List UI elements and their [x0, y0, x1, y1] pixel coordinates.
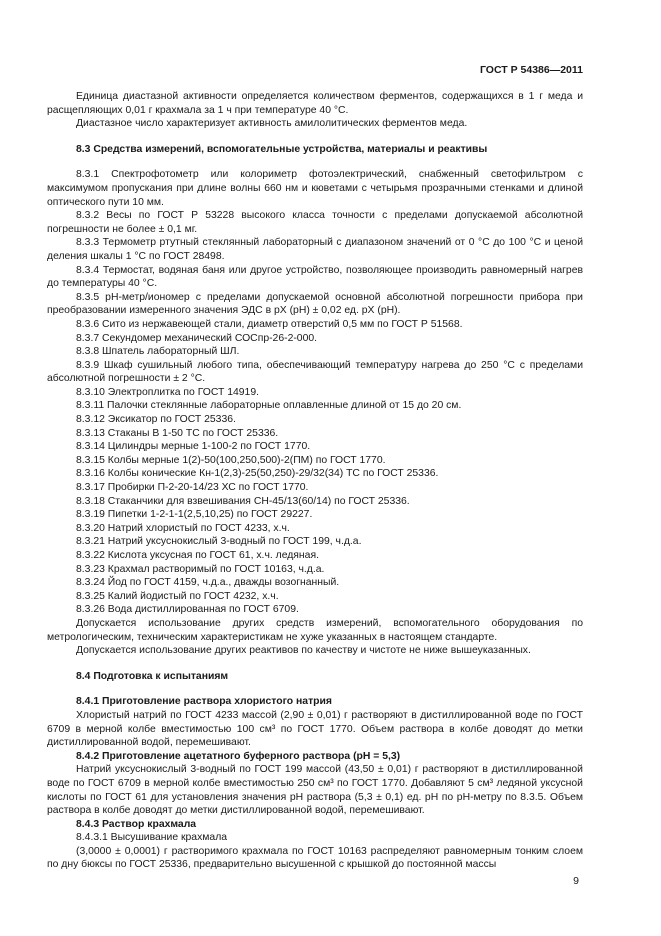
list-item: 8.3.21 Натрий уксуснокислый 3-водный по ГОСТ 199, ч.д.а. — [76, 536, 362, 548]
list-item: 8.3.24 Йод по ГОСТ 4159, ч.д.а., дважды возогнанный. — [76, 577, 340, 589]
list-item: 8.3.12 Эксикатор по ГОСТ 25336. — [76, 414, 236, 426]
section-8-4-title: 8.4 Подготовка к испытаниям — [76, 670, 229, 682]
page-body — [47, 90, 583, 872]
list-item: 8.3.11 Палочки стеклянные лабораторные оплавленные длиной от 15 до 20 см. — [76, 400, 462, 412]
list-item: 8.3.5 рН-метр/иономер с пределами допускаемой основной абсолютной погрешности прибора при преобразовании измеренного значения ЭДС в рХ (рН) ± 0,02 ед. рХ (рН). — [47, 291, 583, 317]
section-8-4-1-text: Хлористый натрий по ГОСТ 4233 массой (2,90 ± 0,01) г растворяют в дистиллированной воде по ГОСТ 6709 в мерной колбе вместимостью 100 см³ по ГОСТ 1770. Объем раствора в колбе доводят до метки дистиллированной водой, перемешивают. — [47, 709, 583, 749]
list-item: 8.3.22 Кислота уксусная по ГОСТ 61, х.ч. ледяная. — [76, 550, 319, 561]
list-item: 8.3.16 Колбы конические Кн-1(2,3)-25(50,250)-29/32(34) ТС по ГОСТ 25336. — [76, 468, 439, 480]
document-header: ГОСТ Р 54386—2011 — [479, 64, 583, 76]
list-item: 8.3.17 Пробирки П-2-20-14/23 ХС по ГОСТ 1770. — [76, 482, 309, 494]
list-item: 8.3.3 Термометр ртутный стеклянный лабораторный с диапазоном значений от 0 °С до 100 °С и ценой деления шкалы 1 °С по ГОСТ 28498. — [47, 237, 583, 262]
section-8-4-2-title: 8.4.2 Приготовление ацетатного буферного раствора (рН = 5,3) — [76, 750, 401, 762]
list-item: 8.3.25 Калий йодистый по ГОСТ 4232, х.ч. — [76, 590, 279, 602]
list-item: 8.3.6 Сито из нержавеющей стали, диаметр отверстий 0,5 мм по ГОСТ Р 51568. — [76, 318, 463, 330]
list-item: 8.3.4 Термостат, водяная баня или другое устройство, позволяющее производить равномерный нагрев до температуры 40 °С. — [47, 264, 583, 290]
list-item: 8.3.1 Спектрофотометр или колориметр фотоэлектрический, снабженный светофильтром с максимумом пропускания при длине волны 660 нм и кюветами с четырьмя прозрачными стенками и длиной оптического пути 10 мм. — [47, 169, 583, 208]
section-8-4-3-title: 8.4.3 Раствор крахмала — [76, 818, 197, 830]
intro-paragraph-1: Единица диастазной активности определяется количеством ферментов, содержащихся в 1 г меда и расщепляющих 0,01 г крахмала за 1 ч при температуре 40 °С. — [47, 91, 583, 116]
list-item: 8.3.9 Шкаф сушильный любого типа, обеспечивающий температуру нагрева до 250 °С с пределами абсолютной погрешности ± 2 °С. — [47, 359, 583, 385]
section-8-4-1-title: 8.4.1 Приготовление раствора хлористого натрия — [76, 696, 332, 708]
section-8-4-3-1-title: 8.4.3.1 Высушивание крахмала — [76, 832, 228, 844]
note-paragraph: Допускается использование других реактивов по качеству и чистоте не ниже вышеуказанных. — [76, 645, 531, 657]
list-item: 8.3.20 Натрий хлористый по ГОСТ 4233, х.ч. — [76, 522, 290, 534]
list-item: 8.3.15 Колбы мерные 1(2)-50(100,250,500)-2(ПМ) по ГОСТ 1770. — [76, 454, 386, 466]
note-paragraph: Допускается использование других средств измерений, вспомогательного оборудования по метрологическим, техническим характеристикам не хуже указанных в настоящем стандарте. — [47, 617, 583, 643]
section-8-4-2-text: Натрий уксуснокислый 3-водный по ГОСТ 199 массой (43,50 ± 0,01) г растворяют в дистиллированной воде по ГОСТ 6709 в мерной колбе вместимостью 250 см³ по ГОСТ 1770. Добавляют 5 см³ ледяной уксусной кислоты по ГОСТ 61 для установления значения рН раствора (5,3 ± 0,1) ед. рН по рН-метру по 8.3.5. Объем раствора в колбе доводят до метки дистиллированной водой, перемешивают. — [47, 764, 583, 817]
section-8-4-3-1-text: (3,0000 ± 0,0001) г растворимого крахмала по ГОСТ 10163 распределяют равномерным тонким слоем по дну бюксы по ГОСТ 25336, предварительно высушенной с крышкой до постоянной массы — [47, 845, 583, 871]
list-item: 8.3.23 Крахмал растворимый по ГОСТ 10163, ч.д.а. — [76, 563, 325, 575]
section-8-3-title: 8.3 Средства измерений, вспомогательные устройства, материалы и реактивы — [76, 143, 488, 155]
list-item: 8.3.13 Стаканы В 1-50 ТС по ГОСТ 25336. — [76, 427, 279, 439]
list-item: 8.3.19 Пипетки 1-2-1-1(2,5,10,25) по ГОСТ 29227. — [76, 509, 313, 521]
list-item: 8.3.2 Весы по ГОСТ Р 53228 высокого класса точности с пределами допускаемой абсолютной погрешности не более ± 0,1 мг. — [47, 210, 583, 235]
list-item: 8.3.14 Цилиндры мерные 1-100-2 по ГОСТ 1770. — [76, 441, 311, 453]
intro-paragraph-2: Диастазное число характеризует активность амилолитических ферментов меда. — [76, 118, 468, 130]
list-item: 8.3.7 Секундомер механический СОСпр-26-2-000. — [76, 332, 318, 344]
page-number: 9 — [573, 875, 579, 887]
section-8-3-list — [47, 168, 583, 657]
list-item: 8.3.10 Электроплитка по ГОСТ 14919. — [76, 386, 260, 398]
list-item: 8.3.18 Стаканчики для взвешивания СН-45/13(60/14) по ГОСТ 25336. — [76, 495, 410, 507]
list-item: 8.3.8 Шпатель лабораторный ШЛ. — [76, 346, 240, 358]
list-item: 8.3.26 Вода дистиллированная по ГОСТ 6709. — [76, 604, 299, 616]
